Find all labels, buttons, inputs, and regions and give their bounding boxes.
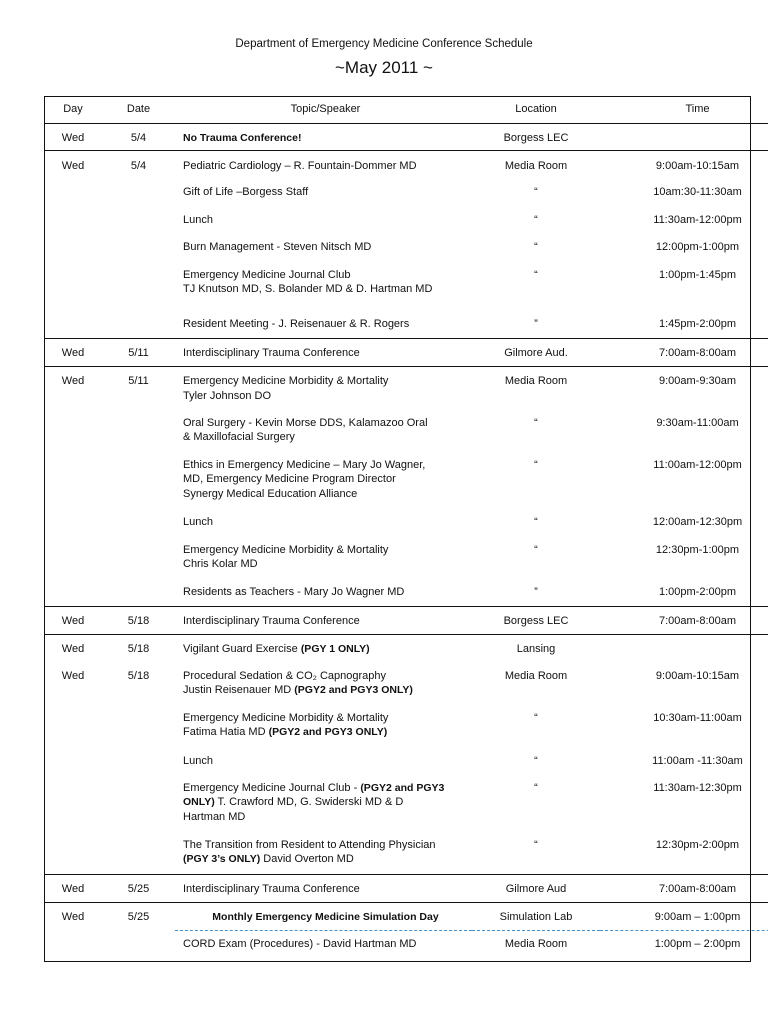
topic-cell	[175, 775, 472, 832]
location-cell: “	[534, 458, 538, 471]
time-cell: 9:00am-9:30am	[600, 367, 768, 410]
topic-cell	[175, 410, 472, 452]
table-row	[44, 509, 768, 537]
time-cell: 9:30am-11:00am	[656, 416, 739, 429]
table-row	[44, 207, 768, 234]
topic-text: Hartman MD	[183, 810, 246, 823]
date-cell: 5/11	[102, 367, 175, 410]
time-cell: 7:00am-8:00am	[600, 607, 768, 635]
topic-cell	[175, 875, 472, 903]
topic-line	[183, 852, 468, 867]
topic-line	[183, 754, 468, 769]
table-row	[44, 124, 768, 151]
topic-text: Emergency Medicine Morbidity & Mortality	[183, 711, 389, 724]
date-cell: 5/4	[102, 124, 175, 151]
topic-text: Ethics in Emergency Medicine – Mary Jo Wagner,	[183, 458, 426, 471]
topic-text: Emergency Medicine Morbidity & Mortality	[183, 375, 389, 387]
time-cell: 11:30am-12:00pm	[653, 213, 742, 226]
topic-note: ONLY)	[183, 796, 215, 808]
time-cell: 9:00am-10:15am	[655, 669, 740, 682]
topic-cell	[175, 607, 472, 635]
topic-line	[183, 669, 468, 684]
topic-text: Vigilant Guard Exercise	[183, 643, 301, 655]
location-cell: “	[534, 838, 538, 851]
topic-line	[183, 131, 468, 146]
location-cell: “	[534, 781, 538, 794]
table-row	[44, 579, 768, 607]
day-cell: Wed	[44, 903, 102, 931]
topic-text: Interdisciplinary Trauma Conference	[183, 347, 360, 359]
location-cell: “	[534, 711, 538, 724]
topic-text: No Trauma Conference!	[183, 132, 302, 144]
table-row	[44, 537, 768, 579]
time-cell: 11:00am-12:00pm	[653, 458, 742, 471]
topic-text: Tyler Johnson DO	[183, 389, 272, 402]
topic-line	[183, 725, 468, 740]
column-header-location: Location	[472, 96, 600, 124]
topic-text: The Transition from Resident to Attending Physician	[183, 838, 436, 851]
topic-line	[183, 614, 468, 629]
date-cell	[102, 311, 175, 339]
topic-line	[183, 389, 468, 404]
time-cell: 9:00am – 1:00pm	[600, 903, 768, 931]
topic-cell	[175, 931, 472, 958]
time-cell: 1:00pm-1:45pm	[658, 268, 737, 281]
topic-cell	[175, 832, 472, 875]
location-cell: “	[534, 515, 538, 528]
topic-cell	[175, 579, 472, 607]
topic-line	[183, 346, 468, 361]
topic-line	[183, 683, 468, 698]
location-cell: “	[534, 268, 538, 281]
location-cell: Gilmore Aud.	[472, 339, 600, 367]
date-cell	[102, 509, 175, 537]
time-cell: 11:00am -11:30am	[652, 754, 743, 767]
topic-line	[183, 487, 468, 502]
topic-cell	[175, 903, 472, 931]
date-cell	[102, 207, 175, 234]
topic-cell	[175, 207, 472, 234]
day-cell	[44, 311, 102, 339]
topic-line	[183, 642, 468, 657]
time-cell: 12:30pm-2:00pm	[655, 838, 740, 851]
date-cell: 5/4	[102, 151, 175, 179]
day-cell: Wed	[44, 367, 102, 410]
table-row	[44, 748, 768, 775]
day-cell	[44, 537, 102, 579]
location-cell: Media Room	[472, 151, 600, 179]
time-cell: 1:00pm-2:00pm	[658, 585, 737, 598]
topic-line	[183, 416, 468, 431]
table-row	[44, 832, 768, 875]
column-header-date: Date	[102, 96, 175, 124]
topic-note: (PGY2 and PGY3	[360, 781, 445, 794]
topic-line	[183, 458, 468, 473]
topic-text: Lunch	[183, 754, 213, 767]
topic-cell	[175, 179, 472, 207]
time-cell: 12:00am-12:30pm	[652, 515, 743, 528]
time-cell	[600, 635, 768, 663]
date-cell	[102, 775, 175, 832]
topic-note: (PGY 1 ONLY)	[300, 643, 370, 655]
date-cell	[102, 234, 175, 262]
day-cell	[44, 775, 102, 832]
topic-cell	[175, 663, 472, 705]
topic-line	[183, 374, 468, 389]
topic-cell	[175, 748, 472, 775]
day-cell: Wed	[44, 875, 102, 903]
topic-text: Lunch	[183, 515, 213, 528]
day-cell: Wed	[44, 635, 102, 663]
topic-line	[183, 711, 468, 726]
day-cell	[44, 509, 102, 537]
date-cell: 5/25	[102, 875, 175, 903]
day-cell	[44, 748, 102, 775]
date-cell	[102, 748, 175, 775]
day-cell	[44, 207, 102, 234]
table-row	[44, 262, 768, 311]
date-cell: 5/18	[127, 669, 150, 682]
location-cell: ”	[534, 317, 538, 330]
date-cell: 5/25	[102, 903, 175, 931]
day-cell	[44, 832, 102, 875]
location-cell: Media Room	[472, 931, 600, 958]
topic-line	[183, 882, 468, 897]
time-cell: 10am:30-11:30am	[653, 185, 742, 198]
topic-text: Gift of Life –Borgess Staff	[183, 185, 309, 198]
table-row	[44, 903, 768, 931]
table-row	[44, 931, 768, 958]
topic-line	[183, 543, 468, 558]
topic-line	[183, 810, 468, 825]
topic-text: Fatima Hatia MD	[183, 726, 269, 738]
day-cell	[44, 234, 102, 262]
table-row	[44, 234, 768, 262]
date-cell	[102, 579, 175, 607]
time-cell: 1:45pm-2:00pm	[658, 317, 737, 330]
topic-text: Interdisciplinary Trauma Conference	[183, 615, 360, 627]
topic-line	[183, 557, 468, 572]
day-cell	[44, 931, 102, 958]
table-row	[44, 705, 768, 748]
location-cell: “	[534, 416, 538, 429]
date-cell	[102, 262, 175, 311]
location-cell: Media Room	[504, 669, 568, 682]
date-cell	[102, 452, 175, 509]
topic-note: (PGY2 and PGY3 ONLY)	[294, 684, 413, 696]
topic-line	[183, 795, 468, 810]
topic-line	[183, 472, 468, 487]
day-cell: Wed	[44, 607, 102, 635]
topic-text: Resident Meeting - J. Reisenauer & R. Rogers	[183, 317, 410, 330]
date-cell	[102, 705, 175, 748]
table-header-row	[44, 96, 768, 124]
table-row	[44, 410, 768, 452]
date-cell	[102, 931, 175, 958]
day-cell	[44, 410, 102, 452]
topic-text: Residents as Teachers - Mary Jo Wagner MD	[183, 585, 405, 598]
topic-text: Emergency Medicine Journal Club	[183, 268, 351, 281]
date-cell: 5/18	[102, 635, 175, 663]
table-row	[44, 151, 768, 179]
topic-cell	[175, 262, 472, 311]
day-cell	[44, 579, 102, 607]
location-cell: ”	[534, 585, 538, 598]
table-row	[44, 607, 768, 635]
topic-cell	[175, 124, 472, 151]
time-cell: 10:30am-11:00am	[653, 711, 742, 724]
location-cell: Borgess LEC	[472, 124, 600, 151]
date-cell	[102, 179, 175, 207]
date-cell	[102, 410, 175, 452]
table-row	[44, 367, 768, 410]
location-cell: “	[534, 213, 538, 226]
time-cell	[600, 124, 768, 151]
location-cell: Lansing	[472, 635, 600, 663]
topic-text: MD, Emergency Medicine Program Director	[183, 473, 396, 485]
topic-line	[183, 317, 468, 332]
time-cell: 7:00am-8:00am	[600, 875, 768, 903]
topic-text: CORD Exam (Procedures) - David Hartman MD	[183, 938, 417, 950]
topic-line	[183, 282, 468, 297]
date-cell	[102, 832, 175, 875]
location-cell: “	[534, 185, 538, 198]
location-cell: “	[534, 543, 538, 556]
topic-cell	[175, 234, 472, 262]
column-header-time: Time	[600, 96, 768, 124]
topic-text: T. Crawford MD, G. Swiderski MD & D	[214, 796, 404, 808]
topic-line	[183, 268, 468, 283]
date-cell	[102, 537, 175, 579]
location-cell: “	[534, 240, 538, 253]
topic-text: & Maxillofacial Surgery	[183, 431, 295, 443]
time-cell: 1:00pm – 2:00pm	[600, 931, 768, 958]
location-cell: Media Room	[472, 367, 600, 410]
date-cell: 5/18	[102, 607, 175, 635]
topic-line	[183, 159, 468, 174]
date-cell: 5/11	[102, 339, 175, 367]
day-cell	[44, 705, 102, 748]
topic-text: Emergency Medicine Morbidity & Mortality	[183, 543, 389, 556]
topic-note: (PGY 3’s ONLY)	[183, 853, 261, 865]
table-row	[44, 775, 768, 832]
topic-line	[183, 185, 468, 200]
topic-line	[183, 910, 468, 925]
topic-text: Burn Management - Steven Nitsch MD	[183, 240, 372, 253]
topic-cell	[175, 509, 472, 537]
table-row	[44, 179, 768, 207]
time-cell: 12:00pm-1:00pm	[655, 240, 740, 253]
location-cell: Borgess LEC	[472, 607, 600, 635]
topic-text: Lunch	[183, 213, 213, 226]
topic-line	[183, 240, 468, 255]
topic-note: (PGY2 and PGY3 ONLY)	[268, 726, 388, 738]
table-row	[44, 663, 768, 705]
topic-line	[183, 937, 468, 952]
topic-cell	[175, 705, 472, 748]
topic-line	[183, 213, 468, 228]
day-cell	[44, 179, 102, 207]
topic-cell	[175, 367, 472, 410]
document-title: ~May 2011 ~	[335, 58, 433, 77]
day-cell: Wed	[61, 669, 85, 682]
column-header-day: Day	[44, 96, 102, 124]
topic-line	[183, 515, 468, 530]
day-cell: Wed	[44, 339, 102, 367]
topic-text: Oral Surgery - Kevin Morse DDS, Kalamazoo Oral	[183, 416, 428, 429]
table-row	[44, 875, 768, 903]
document-subtitle: Department of Emergency Medicine Conference Schedule	[235, 38, 533, 50]
topic-line	[183, 585, 468, 600]
location-cell: “	[534, 754, 538, 767]
topic-line	[183, 838, 468, 853]
topic-text: Synergy Medical Education Alliance	[183, 487, 358, 500]
topic-text: TJ Knutson MD, S. Bolander MD & D. Hartman MD	[183, 283, 433, 295]
day-cell: Wed	[44, 124, 102, 151]
topic-text: David Overton MD	[260, 853, 354, 865]
topic-text: Procedural Sedation & CO₂ Capnography	[183, 669, 387, 682]
time-cell: 11:30am-12:30pm	[653, 781, 742, 794]
topic-line	[183, 430, 468, 445]
day-cell	[44, 452, 102, 509]
topic-cell	[175, 311, 472, 339]
location-cell: Simulation Lab	[472, 903, 600, 931]
table-row	[44, 311, 768, 339]
table-row	[44, 452, 768, 509]
topic-cell	[175, 537, 472, 579]
time-cell: 7:00am-8:00am	[600, 339, 768, 367]
topic-line	[183, 781, 468, 796]
topic-text: Justin Reisenauer MD	[183, 684, 295, 696]
time-cell: 9:00am-10:15am	[600, 151, 768, 179]
column-header-topic: Topic/Speaker	[175, 96, 472, 124]
day-cell: Wed	[44, 151, 102, 179]
topic-text: Emergency Medicine Journal Club -	[183, 781, 361, 794]
topic-text: Chris Kolar MD	[183, 558, 258, 570]
topic-text: Interdisciplinary Trauma Conference	[183, 883, 360, 895]
topic-cell	[175, 151, 472, 179]
topic-text: Monthly Emergency Medicine Simulation Day	[212, 911, 439, 923]
table-row	[44, 635, 768, 663]
topic-cell	[175, 635, 472, 663]
topic-text: Pediatric Cardiology – R. Fountain-Dommer MD	[183, 160, 417, 172]
topic-cell	[175, 452, 472, 509]
table-row	[44, 339, 768, 367]
time-cell: 12:30pm-1:00pm	[655, 543, 740, 556]
schedule-table	[44, 96, 768, 958]
day-cell	[44, 262, 102, 311]
location-cell: Gilmore Aud	[472, 875, 600, 903]
topic-cell	[175, 339, 472, 367]
